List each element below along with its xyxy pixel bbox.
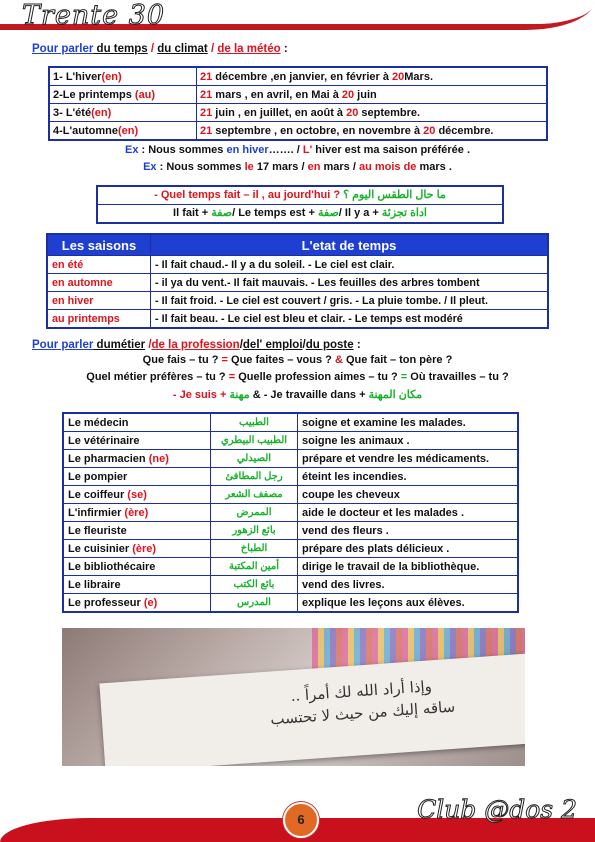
date-number: 21 [200,88,213,101]
weather-answer-line [98,204,502,222]
season-weather-row [47,256,548,274]
wb-part: / Le temps est + [232,207,318,219]
season-date-row [49,122,547,141]
date-number: 21 [200,70,213,83]
ex-part: au mois de [358,161,417,173]
job-description-cell: aide le docteur et les malades . [298,504,519,522]
ex-part: en [307,161,321,173]
job-arabic-cell: أمين المكتبة [211,558,298,576]
page-number-badge: 6 [283,802,319,838]
ex-part: mars . [416,161,452,173]
job-name-cell [63,468,211,486]
heading-part: : [280,43,288,55]
job-arabic-cell: الطباخ [211,540,298,558]
date-number: 21 [200,106,213,119]
season-cell: au printemps [47,310,151,329]
job-name: L'infirmier [68,506,125,519]
job-arabic-cell: بائع الزهور [211,522,298,540]
job-arabic-cell: الطبيب البيطري [211,432,298,450]
job-row [63,594,518,613]
weather-description-cell: - Il fait froid. - Le ciel est couvert / gris. - La pluie tombe. / Il pleut. [151,292,549,310]
job-arabic-cell: الصيدلي [211,450,298,468]
q-part: Quelle profession aimes – tu ? [235,371,401,383]
wb-part: اداة تجزئة [381,207,427,219]
heading-part: del' emploi [242,339,303,351]
season-date-row [49,104,547,122]
q-part: Que faites – vous ? [227,354,335,366]
job-feminine-suffix: (ère) [132,542,157,555]
q-part: مكان المهنة [368,389,423,401]
job-name: Le médecin [68,416,129,429]
job-description-cell: prépare des plats délicieux . [298,540,519,558]
question-line-1 [0,354,595,366]
ex-part: Ex [124,144,139,156]
job-description-cell: coupe les cheveux [298,486,519,504]
heading-part: : [353,339,361,351]
job-row [63,432,518,450]
job-feminine-suffix: (e) [143,596,158,609]
ex-part: mars / [320,161,359,173]
season-dates-cell [197,104,548,122]
heading-part: du temps [93,43,148,55]
seasons-dates-table [48,66,548,141]
date-number: 21 [200,124,213,137]
job-name-cell [63,450,211,468]
ex-part: hiver est ma saison préférée . [312,144,470,156]
date-text: mars , en avril, en Mai à [212,88,342,101]
job-arabic-cell: رجل المطافئ [211,468,298,486]
job-name-cell [63,486,211,504]
season-name-cell [49,86,197,104]
date-text: décembre ,en janvier, en février à [212,70,393,83]
wb-part: صفة [317,207,339,219]
example-line-1 [0,144,595,156]
season-name-cell [49,122,197,141]
job-row [63,450,518,468]
job-feminine-suffix: (ère) [124,506,149,519]
col-header-weather: L'etat de temps [151,234,549,256]
season-name-cell [49,104,197,122]
job-description-cell: vend des fleurs . [298,522,519,540]
job-row [63,468,518,486]
season-name: 3- L'été [53,106,92,119]
job-name: Le pharmacien [68,452,149,465]
q-part: Où travailles – tu ? [407,371,509,383]
date-number: 20 [423,124,436,137]
season-date-row [49,86,547,104]
season-name-cell [49,67,197,86]
wb-part: ما حال الطقس اليوم ؟ [343,189,446,201]
job-description-cell: prépare et vendre les médicaments. [298,450,519,468]
weather-description-cell: - Il fait beau. - Le ciel est bleu et clair. - Le temps est modéré [151,310,549,329]
job-name-cell [63,594,211,613]
season-name: 4-L'automne [53,124,118,137]
date-text: juin , en juillet, en août à [212,106,347,119]
ex-part: L' [302,144,313,156]
date-text: Mars. [404,70,434,83]
season-dates-cell [197,67,548,86]
heading-part: / [147,43,158,55]
calligraphy-photo [62,628,525,766]
section-heading-profession [32,339,361,351]
season-name: 2-Le printemps [53,88,135,101]
job-row [63,558,518,576]
q-part: - Je suis + [172,389,230,401]
job-name-cell [63,540,211,558]
weather-description-cell: - il ya du vent.- Il fait mauvais. - Les feuilles des arbres tombent [151,274,549,292]
heading-part: / [145,339,152,351]
ex-part: ……. / [268,144,303,156]
section-heading-weather [32,43,288,55]
q-part: = [221,354,228,366]
job-description-cell: explique les leçons aux élèves. [298,594,519,613]
job-name-cell [63,558,211,576]
season-cell: en été [47,256,151,274]
heading-part: de la profession [151,339,240,351]
season-article: (en) [101,70,122,83]
job-row [63,576,518,594]
job-name: Le libraire [68,578,121,591]
season-date-row [49,67,547,86]
job-description-cell: vend des livres. [298,576,519,594]
job-name: Le professeur [68,596,144,609]
job-description-cell: dirige le travail de la bibliothèque. [298,558,519,576]
q-part: Que fait – ton père ? [342,354,453,366]
seasons-weather-table [46,233,549,329]
season-cell: en automne [47,274,151,292]
wb-part: / Il y a + [338,207,382,219]
heading-part: de la météo [217,43,281,55]
job-name: Le bibliothécaire [68,560,156,573]
ex-part: 17 mars / [253,161,308,173]
calligraphy-line: وإذا أراد الله لك أمراً .. [290,677,433,705]
date-number: 20 [341,88,355,101]
season-weather-row [47,274,548,292]
job-arabic-cell: الممرض [211,504,298,522]
q-part: & - Je travaille dans + [249,389,369,401]
season-article: (en) [117,124,139,137]
job-arabic-cell: المدرس [211,594,298,613]
example-line-2 [0,161,595,173]
season-name: 1- L'hiver [53,70,102,83]
job-row [63,540,518,558]
job-feminine-suffix: (se) [127,488,147,501]
heading-part: Pour parler [32,339,94,351]
job-name: Le cuisinier [68,542,133,555]
heading-part: / [207,43,218,55]
heading-part: / [239,339,243,351]
season-cell: en hiver [47,292,151,310]
heading-part: dumétier [93,339,146,351]
season-dates-cell [197,122,548,141]
job-name-cell [63,522,211,540]
weather-question-box [96,185,504,224]
job-arabic-cell: الطبيب [211,413,298,432]
footer-brand-logo: Club @dos 2 [417,795,577,824]
job-name-cell [63,504,211,522]
wb-part: temps fait – il , au jourd'hui ? [188,189,341,201]
brand-logo: Trente 30 [22,0,166,31]
job-arabic-cell: مصفف الشعر [211,486,298,504]
job-name: Le vétérinaire [68,434,140,447]
date-text: décembre. [435,124,494,137]
heading-part: Pour parler [32,43,94,55]
weather-description-cell: - Il fait chaud.- Il y a du soleil. - Le ciel est clair. [151,256,549,274]
date-text: septembre , en octobre, en novembre à [212,124,424,137]
wb-part: - Quel [154,189,189,201]
ex-part: le [244,161,254,173]
q-part: مهنة [229,389,250,401]
job-name-cell [63,576,211,594]
ex-part: : Nous sommes [156,161,245,173]
job-name: Le fleuriste [68,524,127,537]
weather-question-line [98,187,502,204]
date-number: 20 [392,70,405,83]
season-article: (en) [91,106,112,119]
job-description-cell: soigne les animaux . [298,432,519,450]
date-text: juin [354,88,377,101]
ex-part: en hiver [226,144,269,156]
job-description-cell: éteint les incendies. [298,468,519,486]
ex-part: : Nous sommes [138,144,227,156]
wb-part: صفة [211,207,233,219]
job-arabic-cell: بائع الكتب [211,576,298,594]
job-feminine-suffix: (ne) [148,452,169,465]
season-article: (au) [134,88,156,101]
job-row [63,486,518,504]
season-weather-row [47,292,548,310]
q-part: = [228,371,236,383]
date-number: 20 [346,106,359,119]
job-name: Le coiffeur [68,488,128,501]
question-line-2 [0,371,595,383]
job-row [63,413,518,432]
job-row [63,504,518,522]
col-header-seasons: Les saisons [47,234,151,256]
season-dates-cell [197,86,548,104]
jobs-table [62,412,519,613]
job-description-cell: soigne et examine les malades. [298,413,519,432]
heading-part: du poste [305,339,354,351]
calligraphy-line: ساقه إليك من حيث لا تحتسب [269,697,456,729]
job-row [63,522,518,540]
ex-part: Ex [143,161,157,173]
wb-part: Il fait + [173,207,212,219]
q-part: Quel métier préfères – tu ? [86,371,229,383]
job-name: Le pompier [68,470,128,483]
q-part: Que fais – tu ? [142,354,222,366]
season-weather-row [47,310,548,329]
heading-part: / [302,339,306,351]
job-name-cell [63,413,211,432]
question-line-3 [0,388,595,401]
heading-part: du climat [157,43,208,55]
q-part: = [400,371,408,383]
job-name-cell [63,432,211,450]
q-part: & [334,354,343,366]
date-text: septembre. [358,106,421,119]
